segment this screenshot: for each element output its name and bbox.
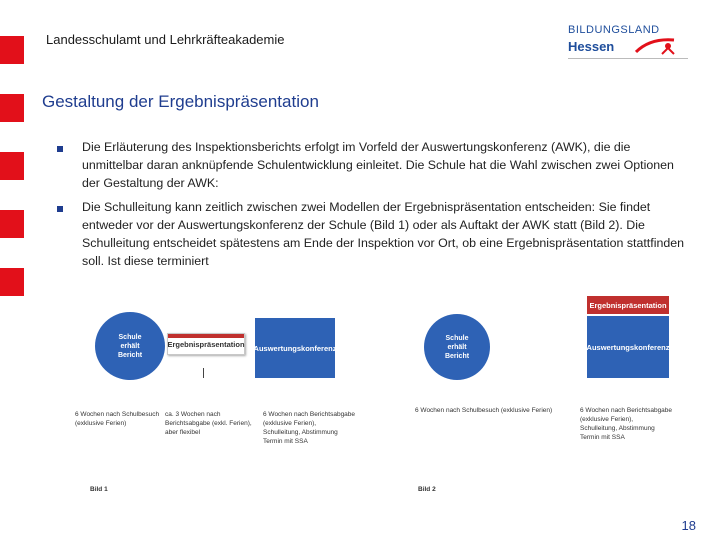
- fig1-ergebnis-box: [167, 333, 245, 355]
- fig2-note-right: 6 Wochen nach Berichtsabgabe (exklusive Ferien), Schulleitung, Abstimmung Termin mit SSA: [580, 407, 673, 441]
- fig2-circle-label: Schule erhält Bericht: [444, 334, 470, 360]
- page-number: 18: [681, 518, 696, 533]
- side-tab-5: [0, 268, 24, 296]
- logo-line2: Hessen: [568, 39, 615, 54]
- side-tab-1: [0, 36, 24, 64]
- side-tab-2: [0, 94, 24, 122]
- fig2-caption: Bild 2: [418, 486, 436, 493]
- fig1-school-circle: [95, 312, 165, 380]
- fig1-circle-label: Schule erhält Bericht: [117, 333, 143, 359]
- fig1-awk-label: Auswertungskonferenz: [253, 343, 337, 353]
- side-tab-4: [0, 210, 24, 238]
- fig1-note-right: 6 Wochen nach Berichtsabgabe (exklusive Ferien), Schulleitung, Abstimmung Termin mit SSA: [263, 411, 356, 445]
- bullet-1-marker: [57, 146, 63, 152]
- fig2-school-circle: [424, 314, 490, 380]
- fig1-awk-box: [255, 318, 335, 378]
- bullet-2-marker: [57, 206, 63, 212]
- fig1-note-left: 6 Wochen nach Schulbesuch (exklusive Ferien): [75, 411, 160, 427]
- header-title: Landesschulamt und Lehrkräfteakademie: [46, 32, 285, 47]
- fig2-ergebnis-box: [587, 296, 669, 314]
- fig1-ergebnis-label: Ergebnispräsentation: [167, 339, 245, 349]
- fig2-awk-label: Auswertungskonferenz: [586, 342, 670, 352]
- logo-line1: BILDUNGSLAND: [568, 24, 660, 36]
- logo-figure-icon: [632, 34, 678, 56]
- fig2-ergebnis-label: Ergebnispräsentation: [589, 300, 667, 310]
- slide-title: Gestaltung der Ergebnispräsentation: [42, 92, 319, 111]
- fig1-note-mid: ca. 3 Wochen nach Berichtsabgabe (exkl. Ferien), aber flexibel: [165, 411, 252, 436]
- bullet-1-text: Die Erläuterung des Inspektionsberichts erfolgt im Vorfeld der Auswertungskonferenz (AWK), die die unmittelbar daran anknüpfende Schulentwicklung einleitet. Die Schule hat die Wahl zwischen zwei Optionen der Gestaltung der AWK:: [82, 140, 674, 190]
- fig2-note-left: 6 Wochen nach Schulbesuch (exklusive Ferien): [415, 407, 553, 414]
- logo-divider: [568, 58, 688, 59]
- fig1-marker-line: [203, 368, 204, 378]
- side-tab-3: [0, 152, 24, 180]
- fig2-awk-box: [587, 316, 669, 378]
- fig1-caption: Bild 1: [90, 486, 108, 493]
- bullet-2-text: Die Schulleitung kann zeitlich zwischen zwei Modellen der Ergebnispräsentation entscheiden: Sie findet entweder vor der Auswertungskonferenz der Schule (Bild 1) oder als Auftakt der AWK statt (Bild 2). Die Schulleitung entscheidet spätestens am Ende der Inspektion vor Ort, ob eine Ergebnispräsentation stattfinden soll. Ist diese terminiert: [82, 200, 685, 268]
